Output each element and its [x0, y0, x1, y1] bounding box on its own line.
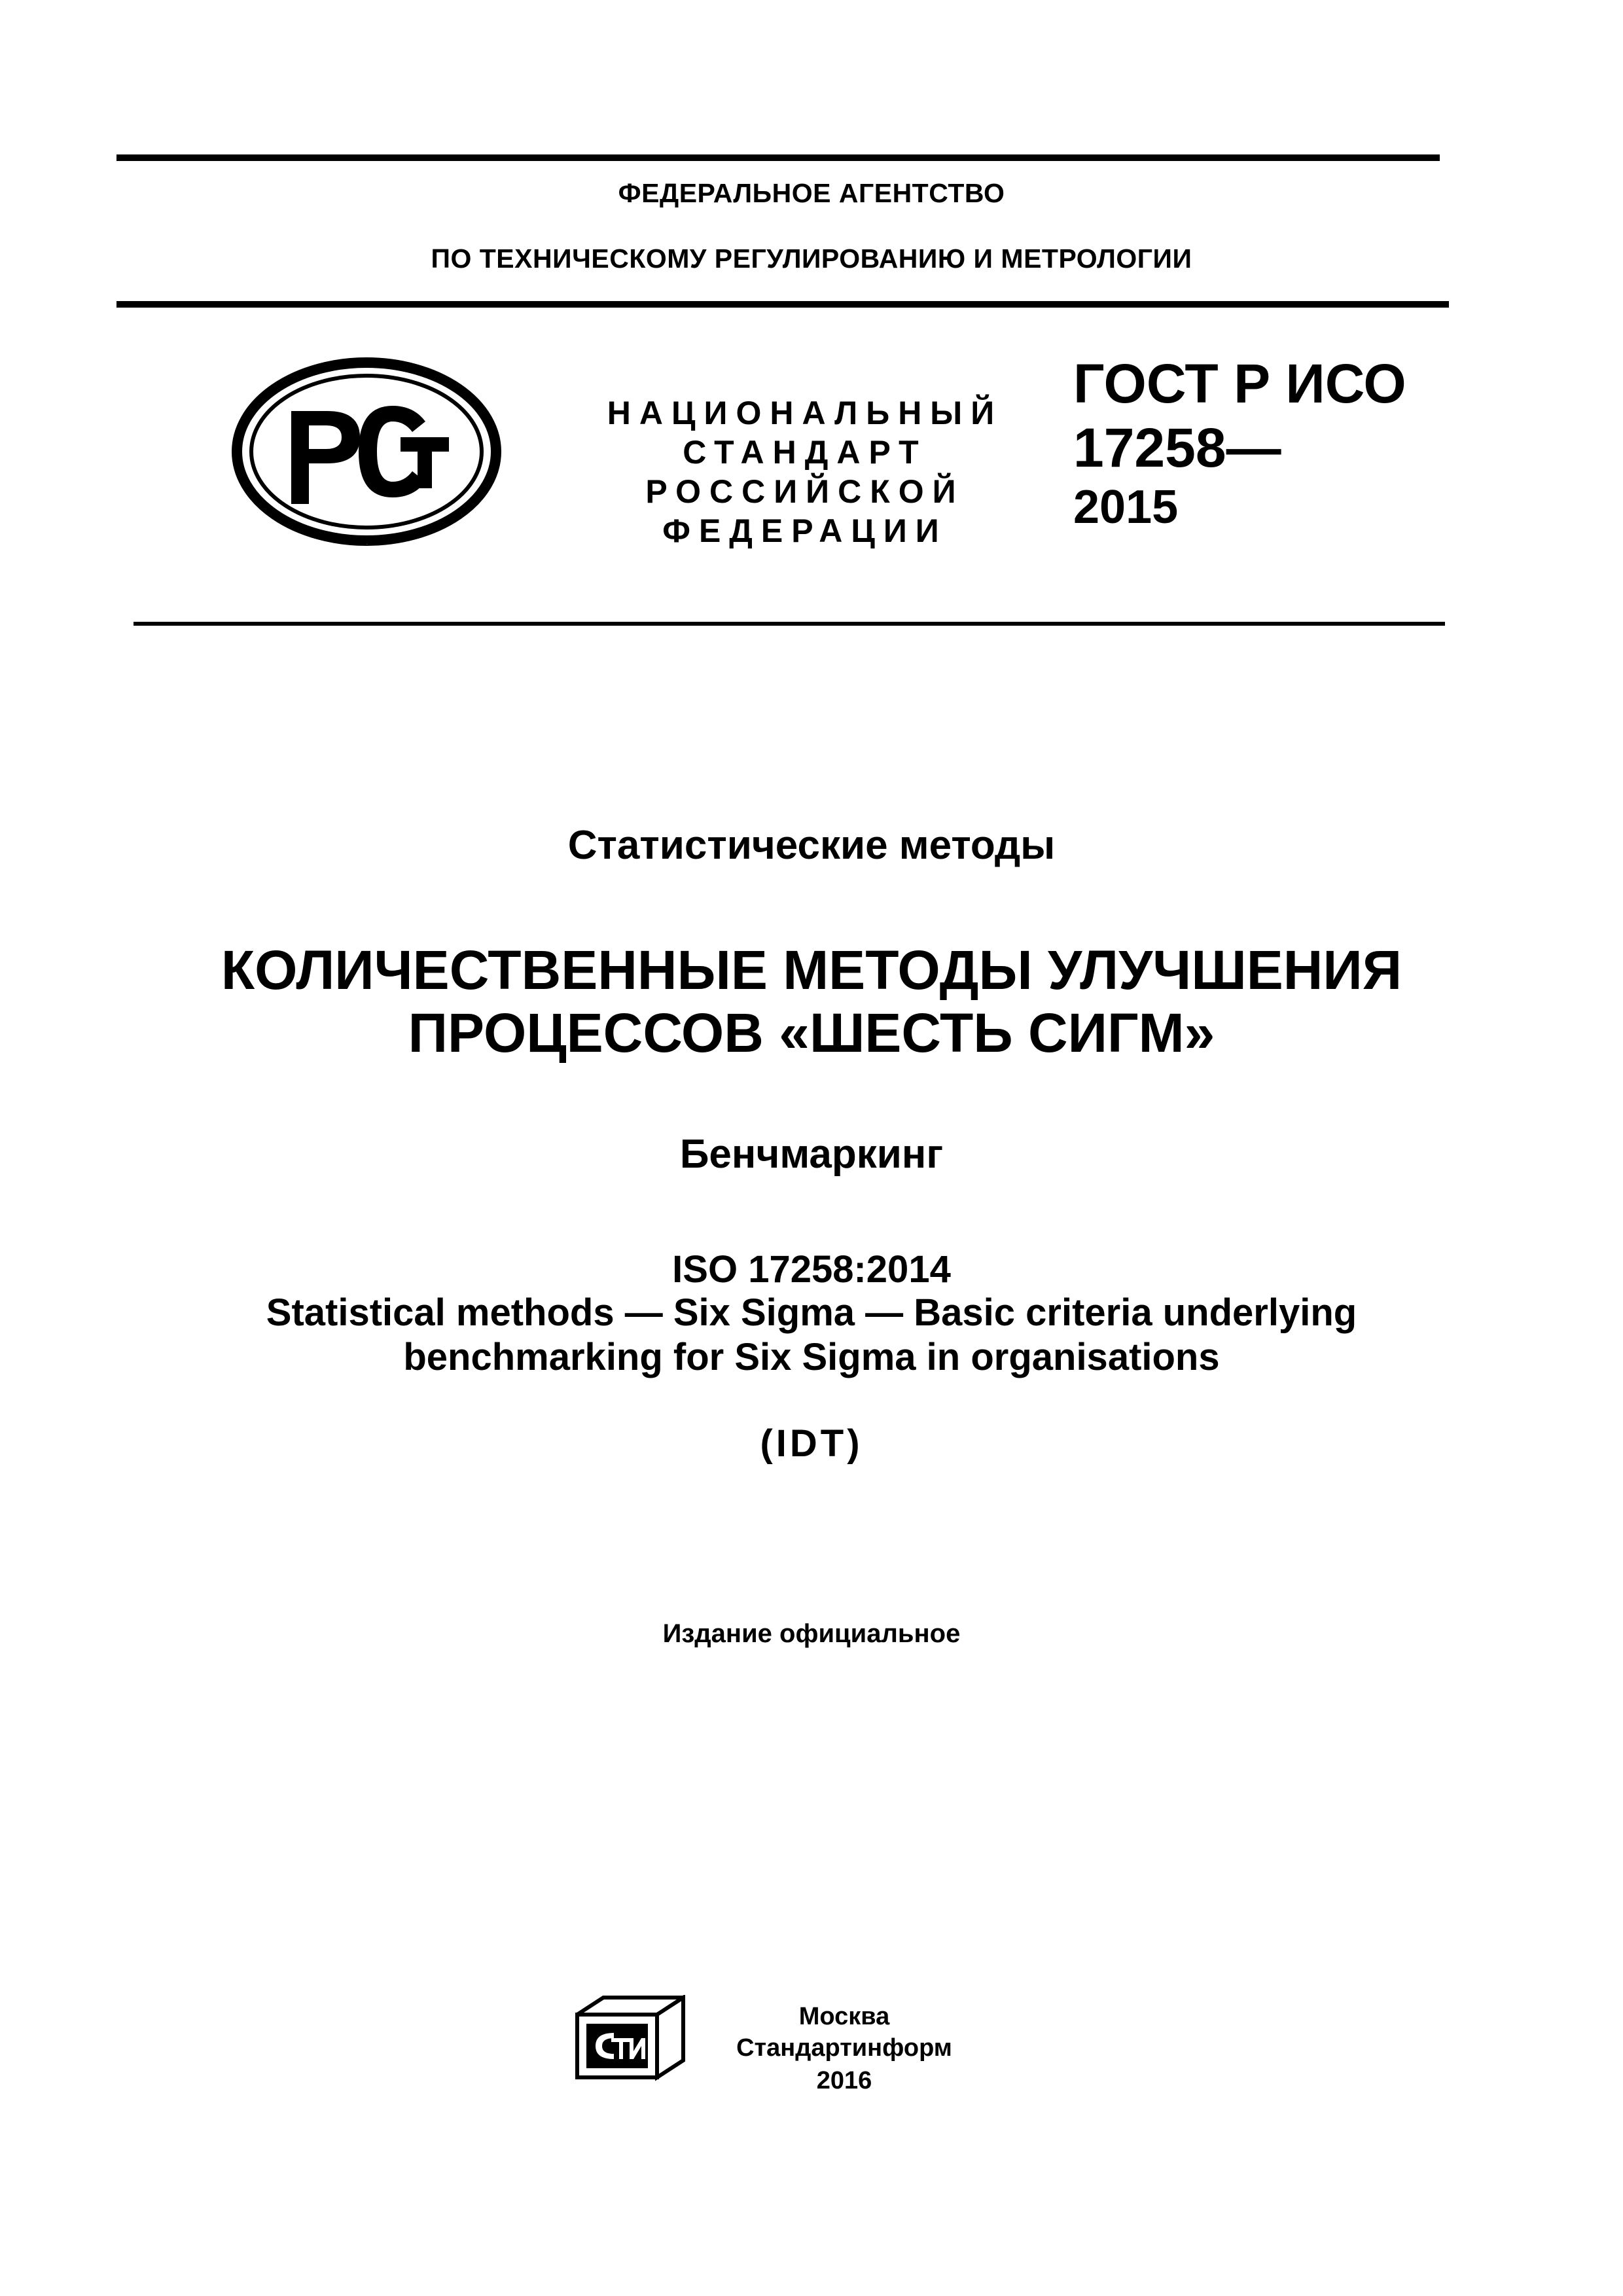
document-title-line-2: ПРОЦЕССОВ «ШЕСТЬ СИГМ» [408, 1002, 1215, 1064]
iso-title-line-2: benchmarking for Six Sigma in organisations [403, 1336, 1220, 1378]
document-subtitle: Статистические методы [567, 823, 1056, 868]
rst-emblem-icon [229, 353, 504, 550]
publisher-city: Москва [798, 2003, 890, 2030]
document-section-title: Бенчмаркинг [679, 1132, 944, 1177]
designation-bottom-rule [134, 622, 1445, 626]
equivalence-mark: (IDT) [760, 1422, 863, 1465]
gost-designation-line-1: ГОСТ Р ИСО [1073, 353, 1406, 414]
gost-designation-line-2: 17258— [1073, 417, 1281, 478]
agency-line-1: ФЕДЕРАЛЬНОЕ АГЕНТСТВО [618, 178, 1005, 208]
agency-line-2: ПО ТЕХНИЧЕСКОМУ РЕГУЛИРОВАНИЮ И МЕТРОЛОГИИ [431, 243, 1192, 274]
standartinform-logo [573, 1995, 687, 2084]
publisher-year: 2016 [816, 2067, 872, 2094]
header-bottom-rule [116, 301, 1449, 308]
national-standard-line-4: ФЕДЕРАЦИИ [662, 512, 948, 549]
gost-designation-line-3: 2015 [1073, 481, 1179, 533]
document-title-line-1: КОЛИЧЕСТВЕННЫЕ МЕТОДЫ УЛУЧШЕНИЯ [221, 939, 1402, 1001]
iso-code: ISO 17258:2014 [672, 1248, 951, 1291]
standartinform-icon [573, 1995, 687, 2084]
rst-emblem-logo [229, 353, 504, 550]
iso-title-line-1: Statistical methods — Six Sigma — Basic criteria underlying [266, 1291, 1357, 1334]
edition-note: Издание официальное [662, 1619, 961, 1648]
national-standard-line-1: НАЦИОНАЛЬНЫЙ [607, 395, 1003, 431]
top-rule [116, 154, 1440, 161]
national-standard-line-3: РОССИЙСКОЙ [645, 473, 965, 510]
publisher-name: Стандартинформ [736, 2034, 952, 2062]
national-standard-line-2: СТАНДАРТ [683, 434, 927, 471]
